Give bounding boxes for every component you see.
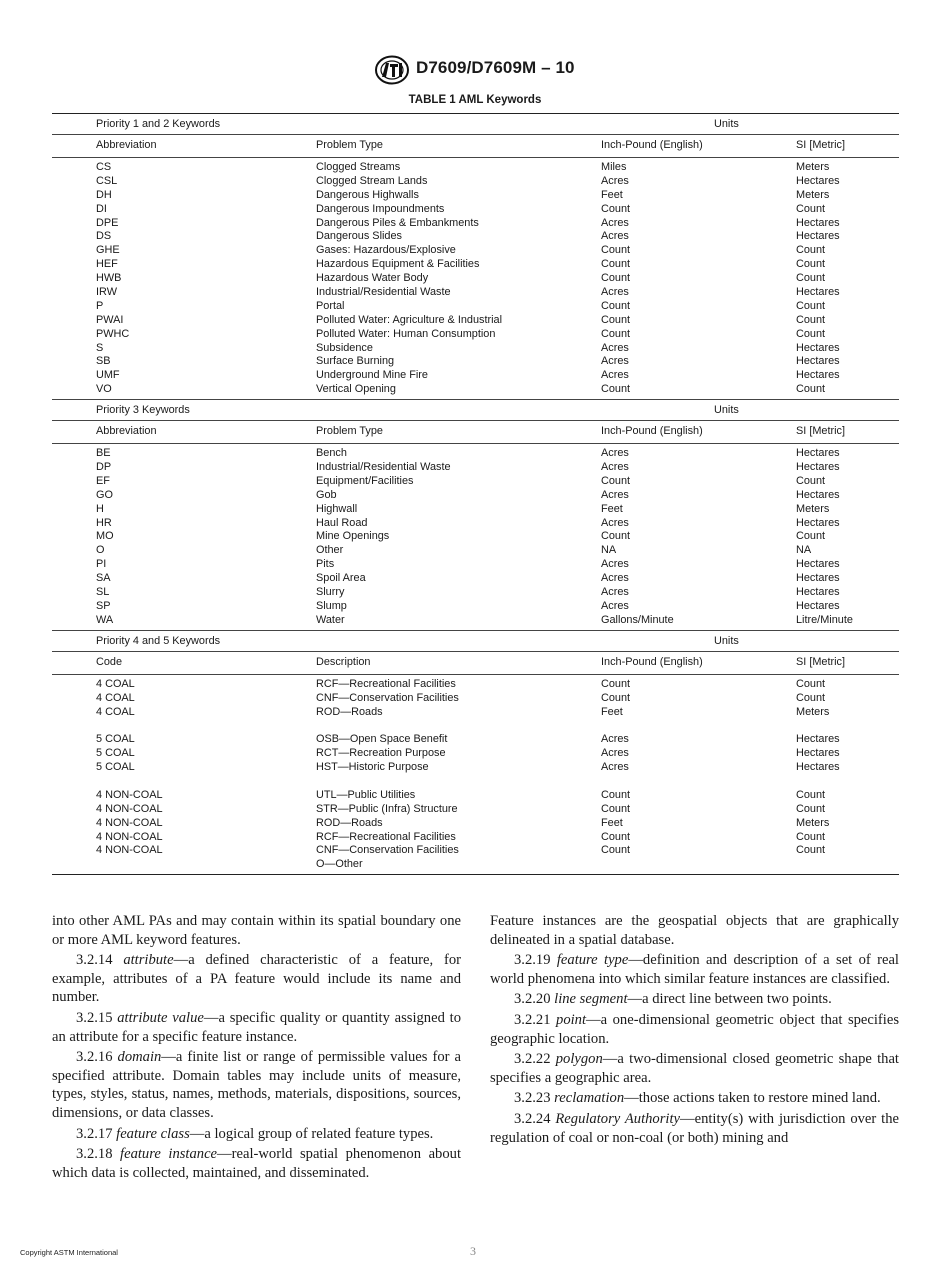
table-cell: Count: [601, 202, 631, 215]
table-cell: Gases: Hazardous/Explosive: [316, 244, 456, 257]
section-number: 3.2.20: [514, 991, 551, 1008]
table-cell: Acres: [601, 216, 629, 229]
units-label: Units: [714, 404, 739, 417]
table-cell: Gallons/Minute: [601, 613, 674, 626]
table-cell: Feet: [601, 502, 623, 515]
table-cell: Meters: [796, 705, 830, 718]
column-header: Inch-Pound (English): [601, 139, 703, 151]
definition-text: —a one-dimensional geometric object that specifies geographic location.: [490, 1011, 899, 1047]
table-cell: Acres: [601, 369, 629, 382]
table-cell: Equipment/Facilities: [316, 474, 414, 487]
copyright-footer: Copyright ASTM International: [20, 1248, 118, 1257]
table-cell: Portal: [316, 299, 345, 312]
table-row: [52, 447, 899, 461]
table-cell: Acres: [601, 761, 629, 774]
table-cell: Hectares: [796, 447, 840, 460]
column-header: Problem Type: [316, 139, 383, 151]
table-cell: Acres: [601, 174, 629, 187]
table-cell: Count: [601, 244, 631, 257]
table-cell: Hectares: [796, 230, 840, 243]
table-row: [52, 706, 899, 720]
table-cell: 4 NON-COAL: [96, 816, 163, 829]
table-cell: Count: [601, 802, 631, 815]
table-cell: Count: [796, 677, 826, 690]
table-cell: 4 COAL: [96, 691, 135, 704]
table-cell: ROD—Roads: [316, 705, 383, 718]
group-label: Priority 3 Keywords: [96, 404, 190, 417]
table-cell: Haul Road: [316, 516, 368, 529]
definition-paragraph: [52, 1145, 461, 1182]
definition-paragraph: [490, 1011, 899, 1048]
table-row: [52, 272, 899, 286]
table-cell: DI: [96, 202, 107, 215]
table-cell: Count: [796, 383, 826, 396]
definition-paragraph: [490, 1050, 899, 1087]
section-number: 3.2.16: [76, 1049, 113, 1066]
group-label: Priority 1 and 2 Keywords: [96, 118, 221, 130]
table-row: [52, 286, 899, 300]
table-cell: OSB—Open Space Benefit: [316, 733, 448, 746]
table-cell: Count: [796, 313, 826, 326]
table-row: [52, 217, 899, 231]
table-cell: Acres: [601, 516, 629, 529]
section-number: 3.2.15: [76, 1009, 113, 1026]
column-header: Abbreviation: [96, 139, 157, 151]
table-cell: Highwall: [316, 502, 358, 515]
table-row: [52, 844, 899, 858]
table-cell: DS: [96, 230, 112, 243]
defined-term: line segment: [554, 991, 628, 1008]
table-cell: Underground Mine Fire: [316, 369, 428, 382]
table-cell: Hazardous Equipment & Facilities: [316, 258, 480, 271]
table-cell: Count: [601, 830, 631, 843]
table-cell: HEF: [96, 258, 118, 271]
table-cell: SA: [96, 572, 111, 585]
table-cell: Hectares: [796, 341, 840, 354]
column-header: SI [Metric]: [796, 139, 846, 151]
table-cell: Hectares: [796, 174, 840, 187]
table-section: [52, 114, 899, 399]
definition-text: —real-world spatial phenomenon about which data is collected, maintained, and disseminated.: [52, 1146, 462, 1181]
table-cell: SL: [96, 586, 110, 599]
column-header: Problem Type: [316, 425, 383, 438]
definition-text: into other AML PAs and may contain within its spatial boundary one or more AML keyword features.: [52, 913, 461, 948]
table-cell: Hectares: [796, 369, 840, 382]
table-row: [52, 530, 899, 544]
table-cell: Hectares: [796, 355, 840, 368]
definition-paragraph: [490, 1089, 899, 1108]
table-cell: 4 COAL: [96, 677, 135, 690]
definition-text: —a logical group of related feature types.: [189, 1125, 434, 1142]
table-cell: Count: [601, 299, 631, 312]
table-cell: Count: [601, 383, 631, 396]
table-cell: Hectares: [796, 286, 840, 299]
table-cell: Acres: [601, 488, 629, 501]
defined-term: Regulatory Authority: [555, 1110, 680, 1127]
definition-paragraph: [490, 990, 899, 1009]
table-cell: PI: [96, 558, 107, 571]
table-cell: Spoil Area: [316, 572, 366, 585]
table-cell: Hectares: [796, 599, 840, 612]
table-row: [52, 203, 899, 217]
definition-text: —those actions taken to restore mined land.: [624, 1090, 881, 1107]
table-cell: PWAI: [96, 313, 124, 326]
definition-paragraph: [52, 912, 461, 949]
table-cell: Count: [601, 677, 631, 690]
defined-term: attribute value: [117, 1009, 204, 1026]
table-cell: 4 NON-COAL: [96, 788, 163, 801]
table-cell: STR—Public (Infra) Structure: [316, 802, 458, 815]
table-row: [52, 244, 899, 258]
table-cell: Industrial/Residential Waste: [316, 286, 451, 299]
table-cell: Meters: [796, 816, 830, 829]
table-row: [52, 775, 899, 789]
group-header-row: [52, 400, 899, 421]
table-cell: CNF—Conservation Facilities: [316, 691, 459, 704]
group-label: Priority 4 and 5 Keywords: [96, 634, 221, 647]
table-row: [52, 600, 899, 614]
table-cell: Count: [601, 530, 631, 543]
table-cell: Hectares: [796, 558, 840, 571]
table-cell: S: [96, 341, 104, 354]
table-row: [52, 733, 899, 747]
table-cell: Count: [796, 691, 826, 704]
table-cell: ROD—Roads: [316, 816, 383, 829]
table-cell: Acres: [601, 230, 629, 243]
table-row: [52, 858, 899, 872]
table-cell: Count: [601, 327, 631, 340]
table-cell: Slump: [316, 599, 347, 612]
table-cell: HST—Historic Purpose: [316, 761, 429, 774]
table-cell: 4 NON-COAL: [96, 830, 163, 843]
table-cell: Polluted Water: Human Consumption: [316, 327, 496, 340]
table-cell: Dangerous Impoundments: [316, 202, 445, 215]
table-cell: Count: [601, 788, 631, 801]
definition-text: —a defined characteristic of a feature, for example, attributes of a PA feature would include its name and number.: [52, 952, 461, 1006]
table-cell: 5 COAL: [96, 733, 135, 746]
table-cell: Acres: [601, 572, 629, 585]
table-cell: Count: [601, 258, 631, 271]
table-row: [52, 789, 899, 803]
defined-term: domain: [117, 1049, 162, 1066]
table-cell: Count: [601, 474, 631, 487]
table-cell: Other: [316, 544, 344, 557]
table-cell: Acres: [601, 341, 629, 354]
column-header-row: [52, 652, 899, 675]
defined-term: attribute: [123, 952, 174, 969]
section-number: 3.2.22: [514, 1051, 551, 1068]
table-cell: DH: [96, 188, 112, 201]
table-cell: Hectares: [796, 461, 840, 474]
table-cell: SP: [96, 599, 111, 612]
table-row: [52, 258, 899, 272]
defined-term: feature type: [556, 952, 629, 969]
table-cell: Litre/Minute: [796, 613, 853, 626]
table-cell: Polluted Water: Agriculture & Industrial: [316, 313, 503, 326]
body-column-left: [52, 912, 461, 1182]
section-number: 3.2.24: [514, 1110, 551, 1127]
table-cell: 4 NON-COAL: [96, 802, 163, 815]
table-cell: Acres: [601, 286, 629, 299]
definition-paragraph: [490, 1110, 899, 1147]
table-row: [52, 803, 899, 817]
table-cell: Meters: [796, 502, 830, 515]
table-cell: Feet: [601, 705, 623, 718]
definition-paragraph: [490, 912, 899, 949]
table-cell: Acres: [601, 586, 629, 599]
table-cell: Acres: [601, 599, 629, 612]
defined-term: reclamation: [554, 1090, 625, 1107]
table-cell: Count: [601, 844, 631, 857]
table-cell: 4 NON-COAL: [96, 844, 163, 857]
table-cell: Acres: [601, 747, 629, 760]
units-label: Units: [714, 118, 739, 130]
table-section: [52, 399, 899, 630]
table-row: [52, 572, 899, 586]
table-row: [52, 461, 899, 475]
group-header-row: [52, 631, 899, 652]
definition-text: —entity(s) with jurisdiction over the regulation of coal or non-coal (or both) mining and: [490, 1110, 899, 1146]
column-header-row: [52, 135, 899, 158]
table-cell: Hectares: [796, 761, 840, 774]
table-cell: Hazardous Water Body: [316, 272, 429, 285]
table-cell: Hectares: [796, 488, 840, 501]
table-cell: Hectares: [796, 216, 840, 229]
table-cell: MO: [96, 530, 114, 543]
table-cell: Gob: [316, 488, 337, 501]
table-cell: P: [96, 299, 104, 312]
table-row: [52, 189, 899, 203]
definition-text: Feature instances are the geospatial objects that are graphically delineated in a spatial database.: [490, 913, 899, 948]
column-header: Inch-Pound (English): [601, 655, 703, 668]
table-cell: NA: [601, 544, 617, 557]
table-cell: Count: [796, 788, 826, 801]
table-cell: Hectares: [796, 572, 840, 585]
table-row: [52, 719, 899, 733]
table-row: [52, 475, 899, 489]
table-title: TABLE 1 AML Keywords: [408, 94, 542, 106]
table-cell: Mine Openings: [316, 530, 390, 543]
definition-paragraph: [52, 1009, 461, 1046]
table-cell: Feet: [601, 816, 623, 829]
table-cell: Dangerous Slides: [316, 230, 402, 243]
table-cell: Vertical Opening: [316, 383, 396, 396]
table-cell: SB: [96, 355, 111, 368]
table-row: [52, 817, 899, 831]
table-cell: UTL—Public Utilities: [316, 788, 416, 801]
table-row: [52, 342, 899, 356]
column-header-row: [52, 421, 899, 444]
table-cell: DP: [96, 461, 112, 474]
table-cell: CS: [96, 161, 112, 173]
table-row: [52, 314, 899, 328]
table-cell: DPE: [96, 216, 119, 229]
table-cell: H: [96, 502, 104, 515]
table-cell: Surface Burning: [316, 355, 395, 368]
table-row: [52, 161, 899, 175]
table-cell: Count: [796, 272, 826, 285]
table-cell: Acres: [601, 733, 629, 746]
table-cell: Meters: [796, 188, 830, 201]
table-cell: Acres: [601, 355, 629, 368]
column-header: Description: [316, 655, 371, 668]
definition-paragraph: [490, 951, 899, 988]
table-row: [52, 175, 899, 189]
table-cell: Count: [796, 244, 826, 257]
table-cell: GO: [96, 488, 113, 501]
table-cell: Hectares: [796, 516, 840, 529]
definition-paragraph: [52, 1048, 461, 1122]
table-cell: Hectares: [796, 747, 840, 760]
column-header: Code: [96, 655, 123, 668]
table-row: [52, 747, 899, 761]
definition-text: —a specific quality or quantity assigned to an attribute for a specific feature instance.: [52, 1009, 461, 1045]
table-cell: 4 COAL: [96, 705, 135, 718]
defined-term: point: [556, 1011, 587, 1028]
column-header: Inch-Pound (English): [601, 425, 703, 438]
table-cell: Count: [601, 691, 631, 704]
table-body: [52, 158, 899, 399]
definition-paragraph: [52, 951, 461, 1007]
table-cell: Count: [796, 327, 826, 340]
table-cell: Count: [796, 474, 826, 487]
group-header-row: [52, 114, 899, 135]
table-cell: 5 COAL: [96, 747, 135, 760]
table-cell: Hectares: [796, 586, 840, 599]
table-cell: Water: [316, 613, 345, 626]
table-row: [52, 230, 899, 244]
table-cell: Acres: [601, 461, 629, 474]
table-row: [52, 369, 899, 383]
table-cell: O—Other: [316, 858, 363, 871]
units-label: Units: [714, 634, 739, 647]
aml-keywords-table: [52, 113, 899, 875]
table-cell: HWB: [96, 272, 122, 285]
section-number: 3.2.18: [76, 1146, 113, 1163]
table-row: [52, 558, 899, 572]
table-cell: Meters: [796, 161, 830, 173]
table-row: [52, 586, 899, 600]
section-number: 3.2.14: [76, 952, 113, 969]
table-cell: UMF: [96, 369, 120, 382]
section-number: 3.2.21: [514, 1011, 551, 1028]
table-cell: BE: [96, 447, 111, 460]
table-cell: PWHC: [96, 327, 130, 340]
defined-term: feature instance: [120, 1146, 218, 1163]
definition-text: —a two-dimensional closed geometric shape that specifies a geographic area.: [490, 1051, 899, 1086]
column-header: SI [Metric]: [796, 655, 846, 668]
table-cell: HR: [96, 516, 112, 529]
table-row: [52, 692, 899, 706]
table-cell: Count: [601, 272, 631, 285]
table-row: [52, 383, 899, 397]
table-cell: Industrial/Residential Waste: [316, 461, 451, 474]
column-header: Abbreviation: [96, 425, 157, 438]
table-row: [52, 517, 899, 531]
table-cell: Slurry: [316, 586, 345, 599]
table-cell: Count: [796, 530, 826, 543]
table-cell: Clogged Streams: [316, 161, 401, 173]
document-id: D7609/D7609M – 10: [416, 58, 575, 77]
table-cell: Count: [796, 202, 826, 215]
table-cell: RCT—Recreation Purpose: [316, 747, 446, 760]
table-cell: Hectares: [796, 733, 840, 746]
table-cell: CNF—Conservation Facilities: [316, 844, 459, 857]
section-number: 3.2.23: [514, 1090, 551, 1107]
table-row: [52, 544, 899, 558]
table-cell: Miles: [601, 161, 627, 173]
table-cell: Clogged Stream Lands: [316, 174, 428, 187]
defined-term: feature class: [116, 1125, 190, 1142]
table-body: [52, 444, 899, 630]
table-section: [52, 630, 899, 874]
table-row: [52, 489, 899, 503]
defined-term: polygon: [555, 1051, 603, 1068]
table-cell: EF: [96, 474, 110, 487]
table-cell: VO: [96, 383, 112, 396]
table-cell: RCF—Recreational Facilities: [316, 830, 456, 843]
section-number: 3.2.19: [514, 952, 551, 969]
table-row: [52, 678, 899, 692]
table-cell: GHE: [96, 244, 120, 257]
body-column-right: [490, 912, 899, 1147]
page-number: 3: [470, 1244, 476, 1258]
table-cell: Acres: [601, 558, 629, 571]
table-row: [52, 300, 899, 314]
table-cell: Acres: [601, 447, 629, 460]
table-cell: Dangerous Piles & Embankments: [316, 216, 479, 229]
table-cell: Dangerous Highwalls: [316, 188, 419, 201]
table-cell: WA: [96, 613, 114, 626]
table-cell: RCF—Recreational Facilities: [316, 677, 456, 690]
section-number: 3.2.17: [76, 1125, 113, 1142]
definition-text: —a finite list or range of permissible values for a specified attribute. Domain tables may include units of measure, types, styles, status, names, methods, materials, dispositions, sources, dimensions, or data classes.: [52, 1049, 461, 1121]
table-cell: NA: [796, 544, 812, 557]
page-header: [0, 55, 950, 85]
table-cell: Count: [796, 830, 826, 843]
table-cell: Subsidence: [316, 341, 373, 354]
table-row: [52, 328, 899, 342]
table-row: [52, 761, 899, 775]
table-cell: Count: [601, 313, 631, 326]
table-body: [52, 675, 899, 874]
definition-text: —definition and description of a set of real world phenomena into which similar feature instances are classified.: [490, 952, 899, 987]
table-cell: Count: [796, 802, 826, 815]
table-cell: Bench: [316, 447, 347, 460]
table-row: [52, 614, 899, 628]
table-cell: Feet: [601, 188, 623, 201]
table-cell: Count: [796, 258, 826, 271]
table-cell: IRW: [96, 286, 117, 299]
table-cell: O: [96, 544, 105, 557]
table-row: [52, 831, 899, 845]
astm-logo-icon: [374, 55, 410, 85]
table-cell: 5 COAL: [96, 761, 135, 774]
table-cell: Pits: [316, 558, 335, 571]
column-header: SI [Metric]: [796, 425, 846, 438]
definition-paragraph: [52, 1125, 461, 1144]
table-cell: CSL: [96, 174, 118, 187]
table-cell: Count: [796, 844, 826, 857]
table-cell: Count: [796, 299, 826, 312]
table-row: [52, 503, 899, 517]
definition-text: —a direct line between two points.: [627, 991, 832, 1008]
table-row: [52, 355, 899, 369]
